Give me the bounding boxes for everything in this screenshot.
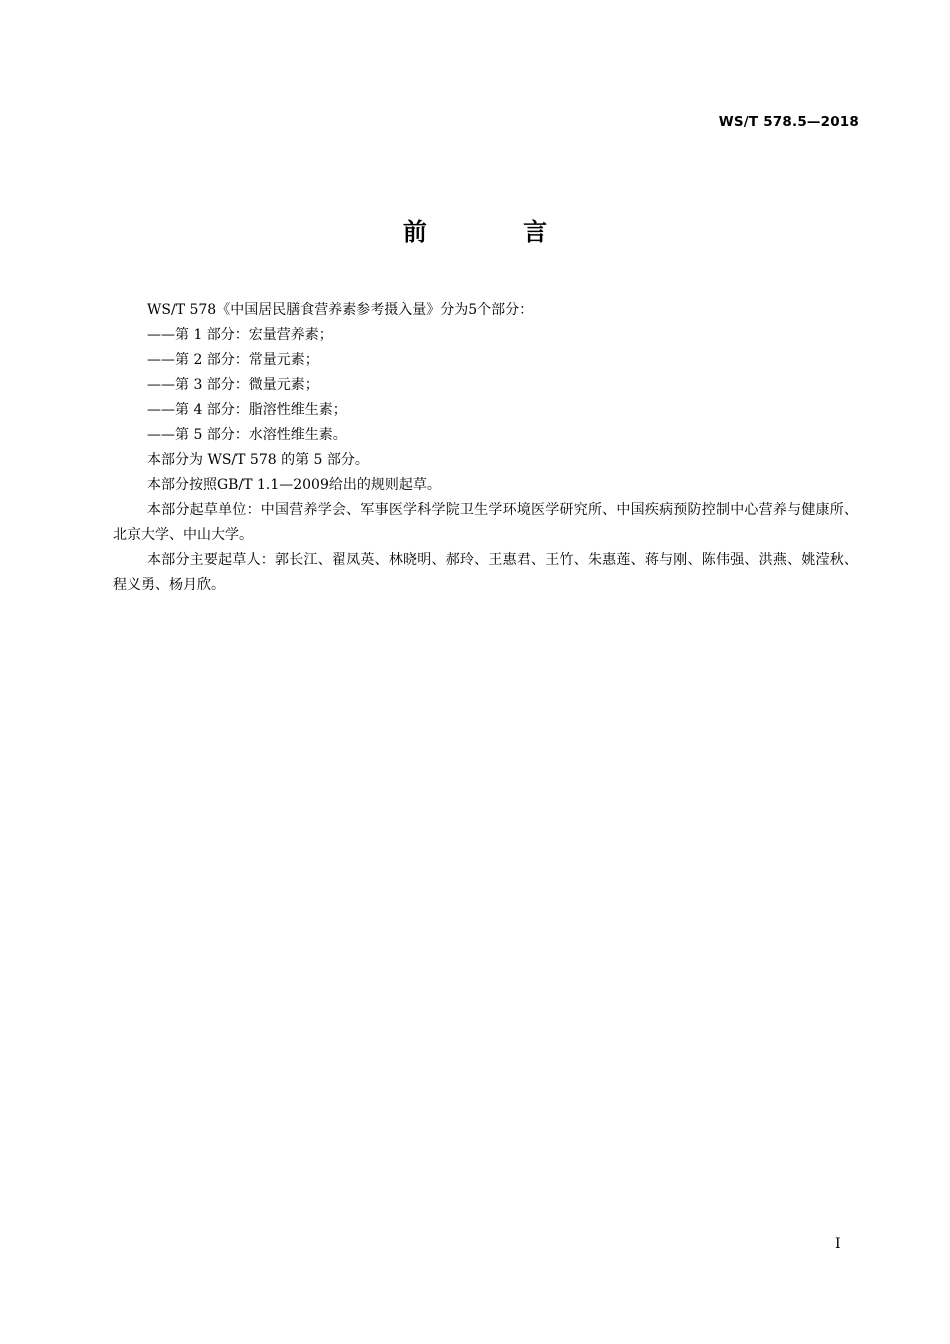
- page-title: 前 言: [402, 218, 592, 246]
- paragraph-drafting-units: 本部分起草单位：中国营养学会、军事医学科学院卫生学环境医学研究所、中国疾病预防控制中心营养与健康所、北京大学、中山大学。: [113, 502, 858, 543]
- standard-code: WS/T 578.5—2018: [718, 114, 859, 130]
- foreword-body: [113, 298, 858, 598]
- page-number: I: [835, 1236, 841, 1252]
- paragraph-drafting-rules: 本部分按照GB/T 1.1—2009给出的规则起草。: [147, 477, 441, 493]
- list-item-part-2: ——第 2 部分：常量元素；: [147, 352, 319, 368]
- list-item-part-1: ——第 1 部分：宏量营养素；: [147, 327, 333, 343]
- paragraph-this-part: 本部分为 WS/T 578 的第 5 部分。: [147, 452, 369, 468]
- list-item-part-3: ——第 3 部分：微量元素；: [147, 377, 319, 393]
- paragraph-parts-intro: WS/T 578《中国居民膳食营养素参考摄入量》分为5个部分：: [147, 302, 534, 318]
- list-item-part-4: ——第 4 部分：脂溶性维生素；: [147, 402, 347, 418]
- paragraph-drafters: 本部分主要起草人：郭长江、翟凤英、林晓明、郝玲、王惠君、王竹、朱惠莲、蒋与刚、陈伟强、洪燕、姚滢秋、程义勇、杨月欣。: [113, 552, 858, 593]
- list-item-part-5: ——第 5 部分：水溶性维生素。: [147, 427, 347, 443]
